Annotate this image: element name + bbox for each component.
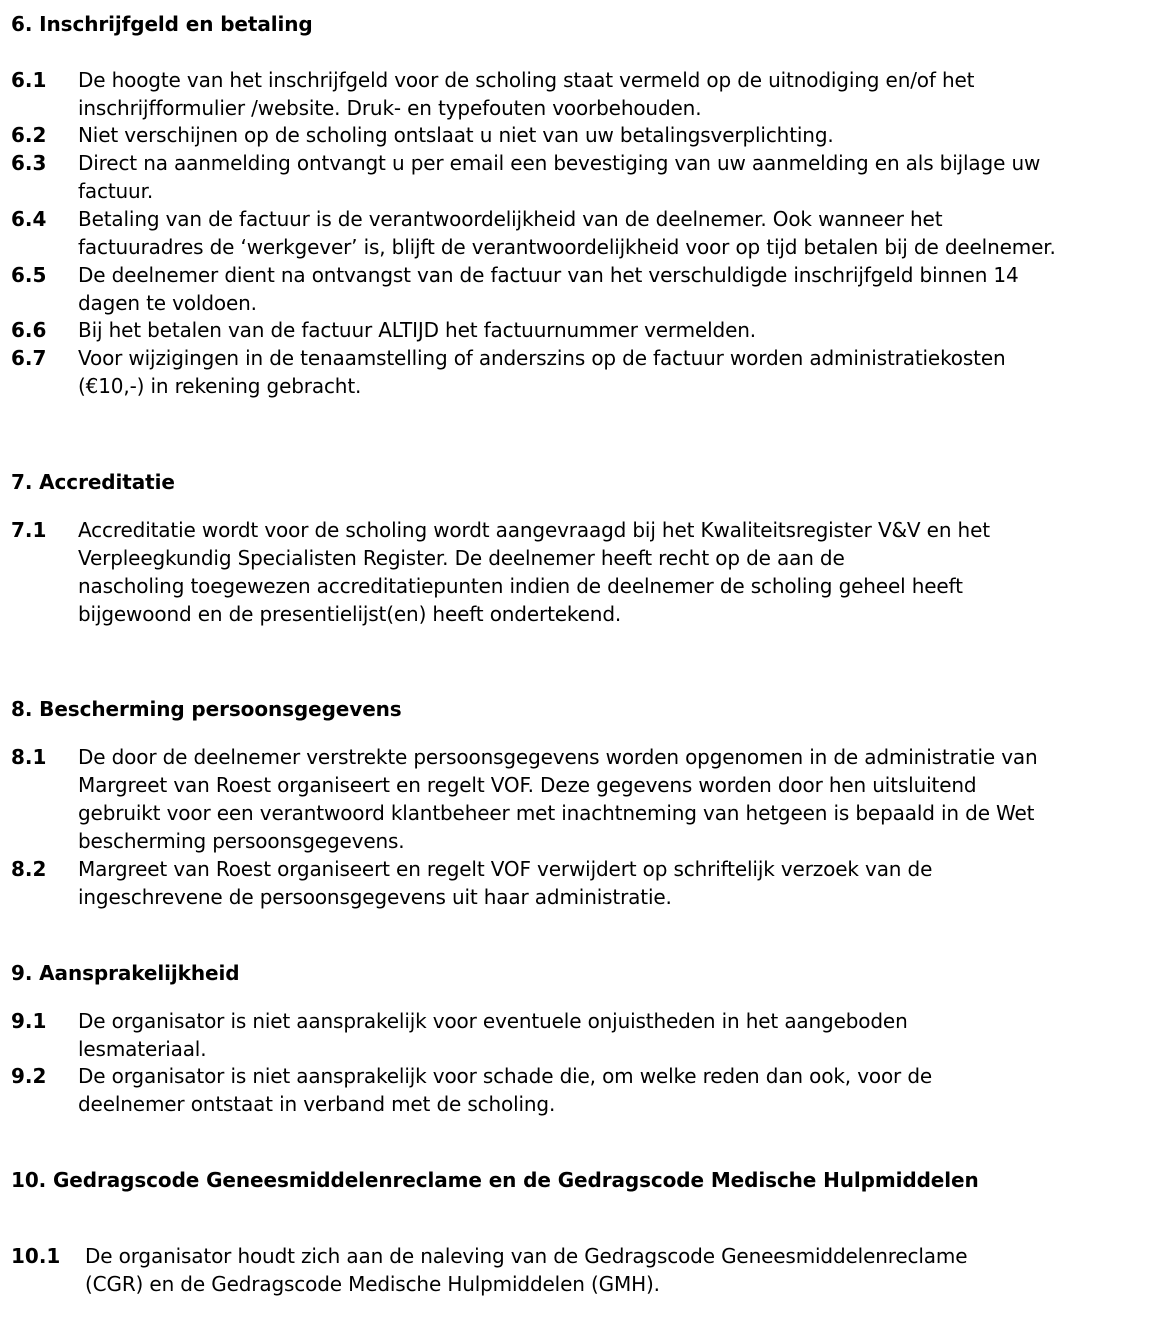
section-9-heading: 9. Aansprakelijkheid (11, 961, 240, 985)
clause-number: 6.5 (11, 263, 47, 287)
clause-number: 9.1 (11, 1009, 47, 1033)
clause-number: 8.2 (11, 857, 47, 881)
clause-text: Niet verschijnen op de scholing ontslaat u niet van uw betalingsverplichting. (78, 123, 834, 147)
clause-text: De organisator houdt zich aan de naleving van de Gedragscode Geneesmiddelenreclame (CGR) en de Gedragscode Medische Hulpmiddelen (GMH). (85, 1244, 968, 1296)
clause-text: De door de deelnemer verstrekte persoonsgegevens worden opgenomen in de administratie van Margreet van Roest organiseert en regelt VOF. Deze gegevens worden door hen uitsluitend gebruikt voor een verantwoord klantbeheer met inachtneming van hetgeen is bepaald in de Wet bescherming persoonsgegevens. (78, 745, 1038, 853)
clause-text: De deelnemer dient na ontvangst van de factuur van het verschuldigde inschrijfgeld binnen 14 dagen te voldoen. (78, 263, 1019, 315)
clause-text: Bij het betalen van de factuur ALTIJD het factuurnummer vermelden. (78, 318, 756, 342)
clause-text: De hoogte van het inschrijfgeld voor de scholing staat vermeld op de uitnodiging en/of het inschrijfformulier /website. Druk- en typefouten voorbehouden. (78, 68, 975, 120)
section-7-heading: 7. Accreditatie (11, 470, 175, 494)
clause-number: 6.1 (11, 68, 47, 92)
clause-number: 9.2 (11, 1064, 47, 1088)
clause-text: Voor wijzigingen in de tenaamstelling of anderszins op de factuur worden administratiekosten (€10,-) in rekening gebracht. (78, 346, 1006, 398)
clause-text: Margreet van Roest organiseert en regelt VOF verwijdert op schriftelijk verzoek van de ingeschrevene de persoonsgegevens uit haar administratie. (78, 857, 933, 909)
clause-number: 6.6 (11, 318, 47, 342)
clause-text: Accreditatie wordt voor de scholing wordt aangevraagd bij het Kwaliteitsregister V&V en het Verpleegkundig Specialisten Register. De deelnemer heeft recht op de aan de nascholing toegewezen accreditatiepunten indien de deelnemer de scholing geheel heeft bijgewoond en de presentielijst(en) heeft ondertekend. (78, 518, 990, 626)
clause-text: Betaling van de factuur is de verantwoordelijkheid van de deelnemer. Ook wanneer het factuuradres de ‘werkgever’ is, blijft de verantwoordelijkheid voor op tijd betalen bij de deelnemer. (78, 207, 1056, 259)
section-6-heading: 6. Inschrijfgeld en betaling (11, 12, 313, 36)
clause-number: 10.1 (11, 1244, 61, 1268)
clause-number: 6.3 (11, 151, 47, 175)
clause-number: 8.1 (11, 745, 47, 769)
clause-number: 6.4 (11, 207, 47, 231)
clause-text: De organisator is niet aansprakelijk voor schade die, om welke reden dan ook, voor de deelnemer ontstaat in verband met de scholing. (78, 1064, 933, 1116)
clause-text: Direct na aanmelding ontvangt u per email een bevestiging van uw aanmelding en als bijlage uw factuur. (78, 151, 1041, 203)
section-8-heading: 8. Bescherming persoonsgegevens (11, 697, 402, 721)
section-10-heading: 10. Gedragscode Geneesmiddelenreclame en de Gedragscode Medische Hulpmiddelen (11, 1168, 979, 1192)
clause-number: 7.1 (11, 518, 47, 542)
clause-number: 6.2 (11, 123, 47, 147)
clause-number: 6.7 (11, 346, 47, 370)
clause-text: De organisator is niet aansprakelijk voor eventuele onjuistheden in het aangeboden lesmateriaal. (78, 1009, 908, 1061)
